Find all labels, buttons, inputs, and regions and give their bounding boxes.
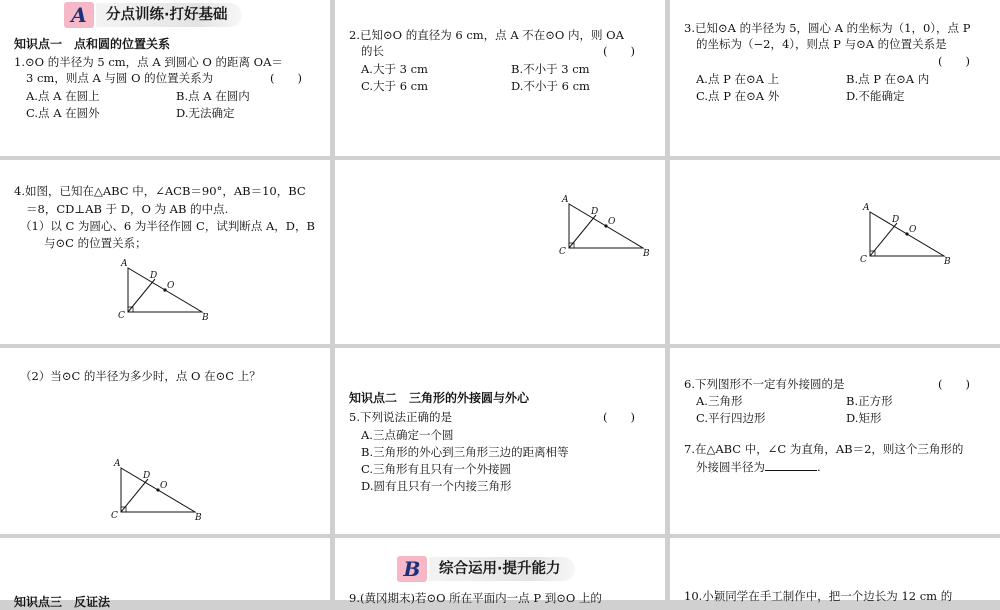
q2-option-a: A.大于 3 cm — [361, 62, 428, 76]
label-d: D — [892, 215, 900, 225]
q3-option-d: D.不能确定 — [846, 89, 905, 103]
slide-kp3 — [0, 538, 330, 609]
section-b-banner — [397, 556, 575, 582]
slide-figure-2 — [335, 160, 665, 344]
q2-text-line-1: 2.已知⊙O 的直径为 6 cm，点 A 不在⊙O 内，则 OA — [349, 28, 624, 42]
label-a: A — [562, 195, 569, 205]
q7-text-line-2-label: 外接圆半径为 — [696, 460, 765, 474]
q6-option-a: A.三角形 — [696, 394, 743, 408]
slide-q1 — [0, 0, 330, 156]
q6-answer-paren: ( ) — [938, 377, 970, 391]
label-o: O — [167, 281, 175, 291]
label-c: C — [118, 311, 125, 321]
q9-text-line-1: 9.(黄冈期末)若⊙O 所在平面内一点 P 到⊙O 上的 — [349, 591, 602, 605]
label-c: C — [111, 511, 118, 521]
q2-text-line-2: 的长 — [361, 44, 384, 58]
q5-option-a: A.三点确定一个圆 — [361, 428, 454, 442]
label-b: B — [202, 313, 209, 323]
q2-option-c: C.大于 6 cm — [361, 79, 429, 93]
q5-answer-paren: ( ) — [603, 410, 635, 424]
q4-text-line-3: （1）以 C 为圆心、6 为半径作圆 C，试判断点 A，D，B — [20, 219, 315, 233]
slide-q3 — [670, 0, 1000, 156]
label-d: D — [591, 207, 599, 217]
q6-text: 6.下列图形不一定有外接圆的是 — [684, 377, 845, 391]
q1-answer-paren: ( ) — [270, 71, 302, 85]
label-b: B — [643, 249, 650, 259]
section-b-letter: B — [397, 556, 427, 582]
q1-option-a: A.点 A 在圆上 — [26, 89, 100, 103]
q3-text-line-2: 的坐标为（−2，4），则点 P 与⊙A 的位置关系是 — [696, 37, 947, 51]
knowledge-point-3-title: 知识点三 反证法 — [14, 595, 111, 609]
label-d: D — [150, 271, 158, 281]
label-a: A — [863, 203, 870, 213]
q1-option-c: C.点 A 在圆外 — [26, 106, 100, 120]
label-c: C — [559, 247, 566, 257]
q1-option-b: B.点 A 在圆内 — [176, 89, 250, 103]
slide-q4-part2 — [0, 348, 330, 534]
q7-text-line-2 — [696, 458, 821, 475]
q5-option-c: C.三角形有且只有一个外接圆 — [361, 462, 512, 476]
slide-q2 — [335, 0, 665, 156]
slide-q5 — [335, 348, 665, 534]
label-o: O — [608, 217, 616, 227]
label-a: A — [114, 459, 121, 469]
q1-text-line-1: 1.⊙O 的半径为 5 cm，点 A 到圆心 O 的距离 OA＝ — [14, 55, 283, 69]
slide-q10 — [670, 538, 1000, 603]
q2-option-b: B.不小于 3 cm — [511, 62, 590, 76]
q3-option-b: B.点 P 在⊙A 内 — [846, 72, 930, 86]
q4-text-line-2: ＝8，CD⊥AB 于 D，O 为 AB 的中点. — [26, 202, 229, 216]
knowledge-point-2-title: 知识点二 三角形的外接圆与外心 — [349, 391, 530, 405]
q5-option-d: D.圆有且只有一个内接三角形 — [361, 479, 512, 493]
slide-q9 — [335, 538, 665, 605]
section-b-title: 综合运用·提升能力 — [429, 557, 575, 581]
label-a: A — [121, 259, 128, 269]
section-a-banner — [64, 2, 242, 28]
q7-text-line-1: 7.在△ABC 中，∠C 为直角，AB＝2，则这个三角形的 — [684, 442, 964, 456]
q4-text-line-1: 4.如图，已知在△ABC 中，∠ACB＝90°，AB＝10，BC — [14, 184, 306, 198]
label-c: C — [860, 255, 867, 265]
label-b: B — [195, 513, 202, 523]
q6-option-b: B.正方形 — [846, 394, 893, 408]
q3-answer-paren: ( ) — [938, 54, 970, 68]
q2-answer-paren: ( ) — [603, 44, 635, 58]
q2-option-d: D.不小于 6 cm — [511, 79, 590, 93]
q7-answer-blank — [765, 458, 817, 471]
q5-text: 5.下列说法正确的是 — [349, 410, 452, 424]
slide-q4 — [0, 160, 330, 344]
slide-figure-3 — [670, 160, 1000, 344]
triangle-figure — [553, 194, 663, 258]
slide-q6-q7 — [670, 348, 1000, 534]
section-a-title: 分点训练·打好基础 — [96, 3, 242, 27]
knowledge-point-1-title: 知识点一 点和圆的位置关系 — [14, 37, 171, 51]
triangle-figure — [854, 202, 964, 266]
q5-option-b: B.三角形的外心到三角形三边的距离相等 — [361, 445, 569, 459]
q7-end-period: . — [817, 460, 821, 474]
label-d: D — [143, 471, 151, 481]
label-o: O — [909, 225, 917, 235]
q4-part2-text: （2）当⊙C 的半径为多少时，点 O 在⊙C 上？ — [20, 369, 261, 383]
label-b: B — [944, 257, 951, 267]
q3-option-c: C.点 P 在⊙A 外 — [696, 89, 780, 103]
section-a-letter: A — [64, 2, 94, 28]
triangle-figure — [112, 258, 222, 322]
q6-option-c: C.平行四边形 — [696, 411, 766, 425]
triangle-figure — [105, 458, 215, 522]
q1-option-d: D.无法确定 — [176, 106, 235, 120]
q6-option-d: D.矩形 — [846, 411, 882, 425]
q4-text-line-4: 与⊙C 的位置关系； — [44, 236, 147, 250]
q1-text-line-2: 3 cm，则点 A 与圆 O 的位置关系为 — [26, 71, 214, 85]
label-o: O — [160, 481, 168, 491]
q10-text-line-1: 10.小颖同学在手工制作中，把一个边长为 12 cm 的 — [684, 589, 953, 603]
q3-text-line-1: 3.已知⊙A 的半径为 5，圆心 A 的坐标为（1，0），点 P — [684, 21, 971, 35]
q3-option-a: A.点 P 在⊙A 上 — [696, 72, 780, 86]
